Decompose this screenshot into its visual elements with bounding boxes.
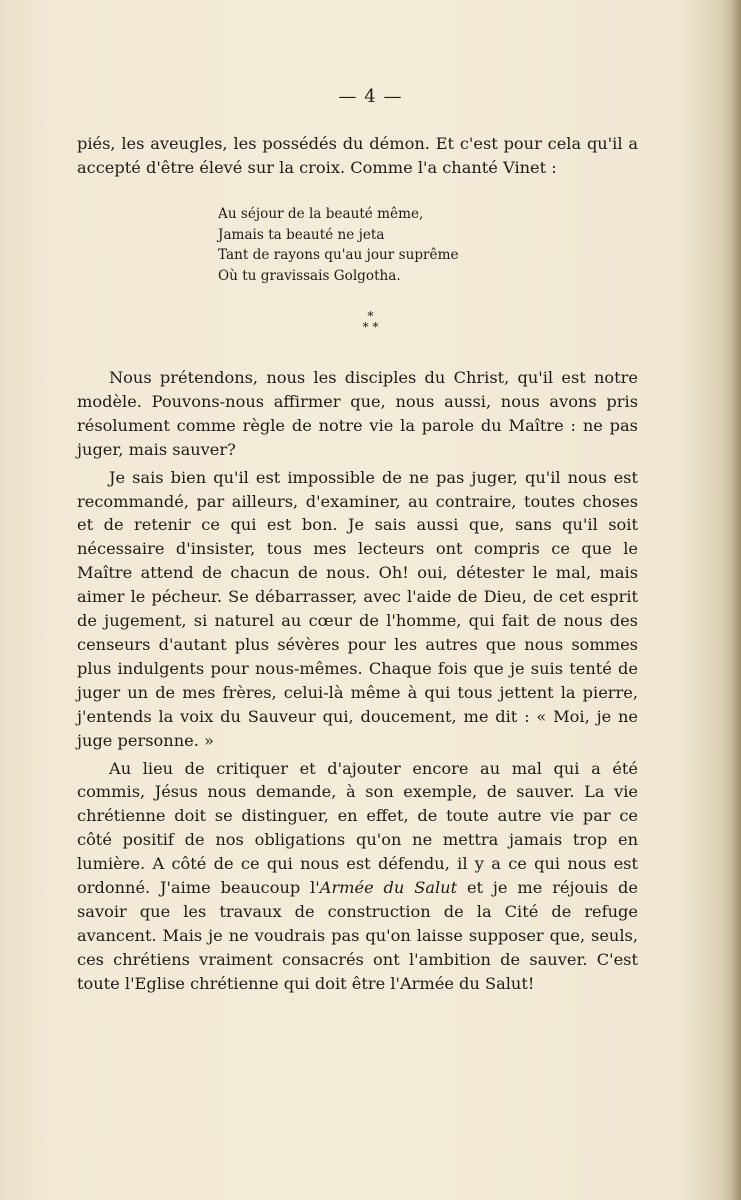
paragraph-text: et je me réjouis de savoir que les travaux de construction de la Cité de refuge avancent. Mais je ne voudrais pas qu'on laisse supposer que, seuls, ces chrétiens vraiment consacrés ont l'ambition de sauver. C'est toute l'Eglise chrétienne qui doit être l'Armée du Salut! (77, 878, 639, 993)
verse-line: Tant de rayons qu'au jour suprême (218, 247, 459, 263)
asterism-top: * (367, 309, 374, 323)
page-edge (731, 0, 741, 1200)
verse-line: Où tu gravissais Golgotha. (218, 267, 401, 284)
paragraph (77, 757, 638, 996)
page-number: — 4 — (338, 86, 403, 107)
verse-line: Jamais ta beauté ne jeta (218, 226, 385, 243)
paragraph: Nous prétendons, nous les disciples du Christ, qu'il est notre modèle. Pouvons-nous affirmer que, nous aussi, nous avons pris résolument comme règle de notre vie la parole du Maître : ne pas juger, mais sauver? (77, 368, 638, 459)
paragraph: Je sais bien qu'il est impossible de ne pas juger, qu'il nous est recommandé, par ailleurs, d'examiner, au contraire, toutes choses et de retenir ce qui est bon. Je sais aussi que, sans qu'il soit nécessaire d'insister, tous mes lecteurs ont compris ce que le Maître attend de chacun de nous. Oh! oui, détester le mal, mais aimer le pécheur. Se débarrasser, avec l'aide de Dieu, de cet esprit de jugement, si naturel au cœur de l'homme, qui fait de nous des censeurs d'autant plus sévères pour les autres que nous sommes plus indulgents pour nous-mêmes. Chaque fois que je suis tenté de juger un de mes frères, celui-là même à qui tous jettent la pierre, j'entends la voix du Sauveur qui, doucement, me dit : « Moi, je ne juge personne. » (77, 467, 638, 750)
paragraph-text: Au lieu de critiquer et d'ajouter encore au mal qui a été commis, Jésus nous demande, à son exemple, de sauver. La vie chrétienne doit se distinguer, en effet, de toute autre vie par ce côté positif de nos obligations qu'on ne mettra jamais trop en lumière. A côté de ce qui nous est défendu, il y a ce qui nous est ordonné. J'aime beaucoup l' (77, 758, 638, 898)
body-text (77, 366, 638, 1000)
italic-title: Armée du Salut (319, 878, 458, 898)
section-separator (0, 311, 741, 333)
opening-paragraph-block (77, 132, 638, 180)
verse-quote (218, 204, 578, 286)
opening-paragraph: piés, les aveugles, les possédés du démon. Et c'est pour cela qu'il a accepté d'être élevé sur la croix. Comme l'a chanté Vinet : (77, 134, 638, 177)
asterism-bottom: * * (362, 320, 379, 334)
verse-line: Au séjour de la beauté même, (218, 206, 424, 222)
